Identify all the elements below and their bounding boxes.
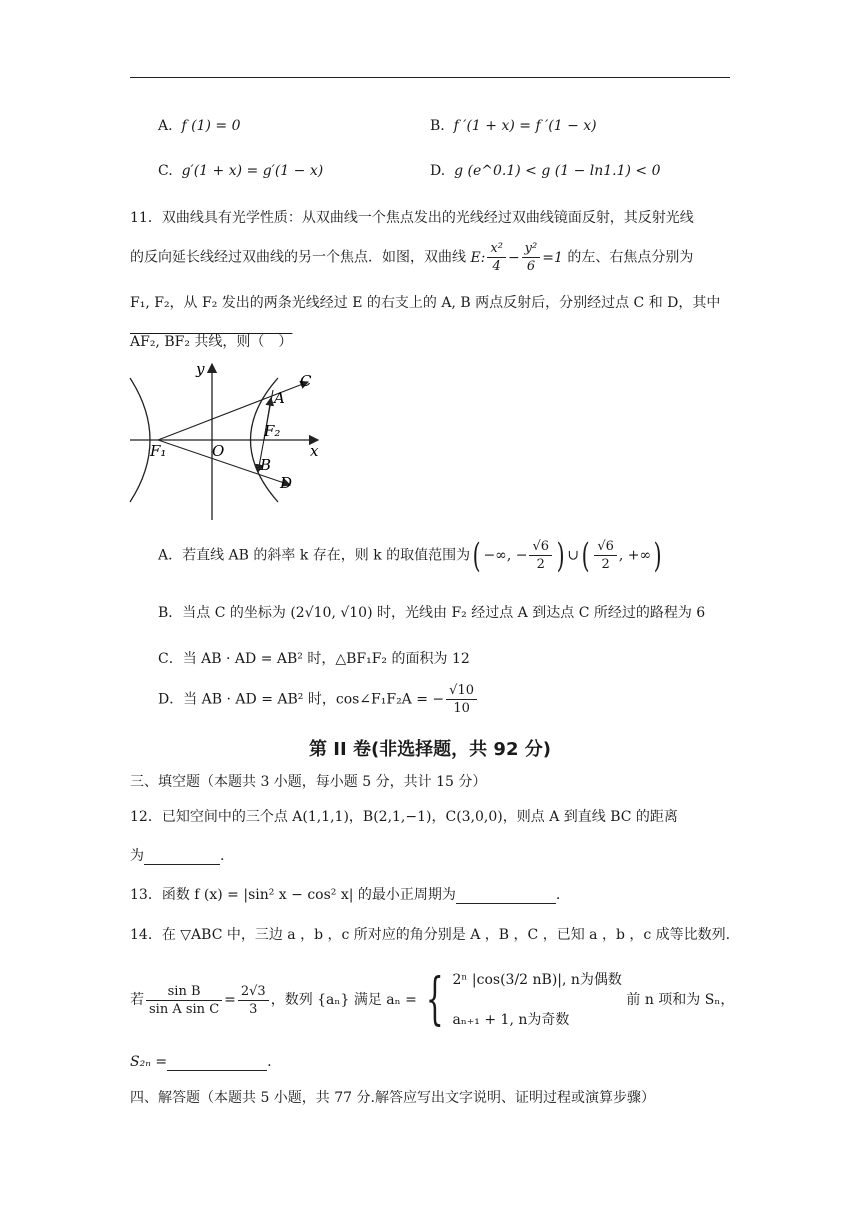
label-a: A <box>274 389 285 407</box>
q13 <box>130 884 560 904</box>
q11-line4: AF₂, BF₂ 共线，则（ ） <box>130 334 293 350</box>
q14-ruo: 若 <box>130 992 144 1008</box>
q14-case-even: 2ⁿ |cos(3/2 nB)|, n为偶数 <box>452 972 622 988</box>
header-rule <box>130 77 730 78</box>
option-text: g (e^0.1) < g (1 − ln1.1) < 0 <box>454 163 661 179</box>
option-label: A. <box>158 118 173 134</box>
hyperbola-figure <box>128 360 328 522</box>
label-b: B <box>260 456 272 474</box>
q11-option-a: A．若直线 AB 的斜率 k 存在，则 k 的取值范围为( −∞, − $\frac{√6}{2}$ ) ∪( $\frac{√6}{2}$ , +∞) <box>158 535 662 576</box>
section3-heading: 三、填空题（本题共 3 小题，每小题 5 分，共计 15 分） <box>130 774 487 790</box>
label-d: D <box>280 474 293 492</box>
option-text: f (1) = 0 <box>181 118 241 134</box>
label-x: x <box>310 442 319 460</box>
q11-line2 <box>130 240 693 275</box>
q11-line2-pre: 的反向延长线经过双曲线的另一个焦点．如图，双曲线 <box>130 249 466 266</box>
q14-tail: 前 n 项和为 Sₙ， <box>626 992 735 1008</box>
part2-heading: 第 II 卷(非选择题，共 92 分) <box>309 739 551 760</box>
answer-blank[interactable] <box>167 1054 267 1071</box>
q14-line2: 若 $\frac{\text{sin B}}{\text{sin A sin C}}$ = $\frac{2√3}{3}$ ，数列 {aₙ} 满足 aₙ = { 2ⁿ |cos(3/2 nB)|, n为偶数 aₙ₊₁ + 1, n为奇数 前 n 项和为 Sₙ， <box>130 960 734 1040</box>
q14-line1: 14．在 ▽ABC 中，三边 a ，b ，c 所对应的角分别是 A ，B ，C ，已知 a ，b ，c 成等比数列. <box>130 927 731 943</box>
hyperbola-equation: E: $\frac{\text{x²}}{4}$ − $\frac{\text{y²}}{6}$ =1 <box>470 241 563 274</box>
q12-line1: 12．已知空间中的三个点 A(1,1,1)，B(2,1,−1)，C(3,0,0)，则点 A 到直线 BC 的距离 <box>130 809 678 825</box>
q14-s2n: S₂ₙ = <box>130 1054 168 1070</box>
q11-line1: 11．双曲线具有光学性质：从双曲线一个焦点发出的光线经过双曲线镜面反射，其反射光线 <box>130 210 694 226</box>
option-text: f ′(1 + x) = f ′(1 − x) <box>453 118 597 134</box>
option-label: D. <box>430 163 446 179</box>
label-origin: O <box>212 442 225 460</box>
option-label: B. <box>430 118 445 134</box>
q11-option-b: B．当点 C 的坐标为 (2√10, √10) 时，光线由 F₂ 经过点 A 到达点 C 所经过的路程为 6 <box>158 605 706 621</box>
q13-text: 13．函数 f (x) = |sin² x − cos² x| 的最小正周期为 <box>130 887 456 903</box>
q10-option-a <box>158 118 240 134</box>
q11-option-a-text: A．若直线 AB 的斜率 k 存在，则 k 的取值范围为 <box>158 547 471 564</box>
q11-option-d-text: D．当 AB · AD = AB² 时，cos∠F₁F₂A = − <box>158 691 445 708</box>
answer-blank[interactable] <box>456 887 556 904</box>
q10-option-c <box>158 163 323 179</box>
q12-line2: 为 . <box>130 848 225 864</box>
q10-option-d <box>430 163 661 179</box>
label-y: y <box>196 360 205 378</box>
section4-heading: 四、解答题（本题共 5 小题，共 77 分.解答应写出文字说明、证明过程或演算步骤） <box>130 1090 655 1106</box>
q14-case-odd: aₙ₊₁ + 1, n为奇数 <box>452 1012 570 1028</box>
q10-option-b <box>430 118 597 134</box>
label-c: C <box>300 372 312 390</box>
label-f1: F₁ <box>150 442 167 460</box>
q14-mid: ，数列 {aₙ} 满足 aₙ = <box>270 992 417 1008</box>
q11-option-c: C．当 AB · AD = AB² 时，△BF₁F₂ 的面积为 12 <box>158 651 470 667</box>
option-text: g′(1 + x) = g′(1 − x) <box>181 163 324 179</box>
q14-line3: S₂ₙ = . <box>130 1054 272 1070</box>
ray-f1-c <box>158 382 308 440</box>
q11-option-d: D．当 AB · AD = AB² 时，cos∠F₁F₂A = − $\frac{√10}{10}$ <box>158 682 479 717</box>
q12-line2-text: 为 <box>130 848 144 864</box>
q13-end: . <box>555 887 561 903</box>
q11-line2-post: 的左、右焦点分别为 <box>567 249 694 266</box>
answer-blank[interactable] <box>144 848 220 865</box>
label-f2: F₂ <box>264 422 281 440</box>
q11-line3: F₁, F₂，从 F₂ 发出的两条光线经过 E 的右支上的 A, B 两点反射后，分别经过点 C 和 D，其中 <box>130 295 721 311</box>
option-label: C. <box>158 163 173 179</box>
